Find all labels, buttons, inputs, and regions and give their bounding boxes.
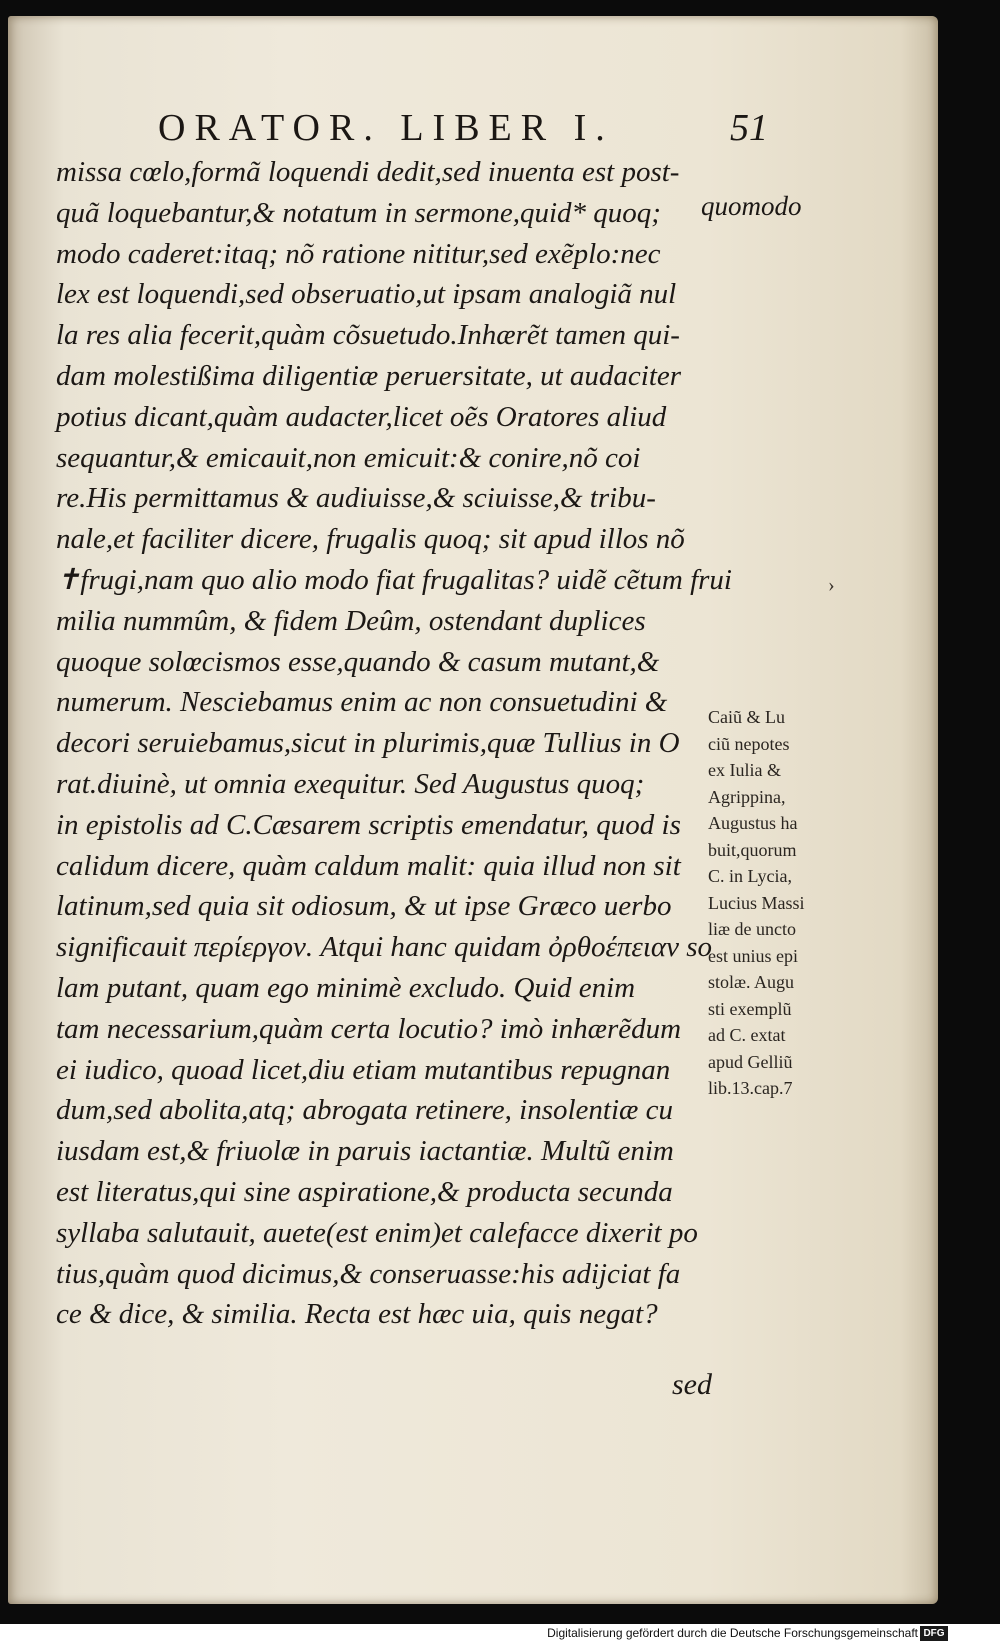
text-line: dam molestißima diligentiæ peruersitate, ut audaciter	[56, 359, 682, 392]
text-line: re.His permittamus & audiuisse,& sciuisse,& tribu-	[56, 482, 656, 515]
text-line: tam necessarium,quàm certa locutio? imò inhærẽdum	[56, 1012, 682, 1045]
main-text-block	[56, 152, 746, 1335]
margin-note-line: C. in Lycia,	[708, 866, 792, 886]
funding-credit: Digitalisierung gefördert durch die Deutsche Forschungsgemeinschaft	[547, 1626, 918, 1640]
text-line: in epistolis ad C.Cæsarem scriptis emendatur, quod is	[56, 808, 681, 841]
text-line: est literatus,qui sine aspiratione,& producta secunda	[56, 1175, 673, 1208]
text-line: ei iudico, quoad licet,diu etiam mutantibus repugnan	[56, 1053, 671, 1086]
margin-note-line: Caiũ & Lu	[708, 707, 785, 727]
text-line: modo caderet:itaq; nõ ratione nititur,sed exẽplo:nec	[56, 237, 661, 270]
text-line: potius dicant,quàm audacter,licet oẽs Oratores aliud	[56, 400, 667, 433]
dfg-logo-icon: DFG	[920, 1626, 948, 1641]
text-line: calidum dicere, quàm caldum malit: quia illud non sit	[56, 849, 681, 882]
margin-note-line: Lucius Massi	[708, 892, 805, 913]
text-line: latinum,sed quia sit odiosum, & ut ipse Græco uerbo	[56, 890, 672, 923]
page-number: 51	[730, 107, 768, 149]
margin-note-line: stolæ. Augu	[708, 972, 795, 992]
text-line: milia nummûm, & fidem Deûm, ostendant duplices	[56, 604, 646, 637]
text-line: iusdam est,& friuolæ in paruis iactantiæ. Multũ enim	[56, 1135, 674, 1168]
text-line: decori seruiebamus,sicut in plurimis,quæ Tullius in O	[56, 727, 680, 760]
catchword: sed	[672, 1368, 712, 1401]
running-title: ORATOR. LIBER I.	[158, 107, 614, 149]
text-line: lam putant, quam ego minimè excludo. Quid enim	[56, 971, 636, 1004]
text-line: rat.diuinè, ut omnia exequitur. Sed Augustus quoq;	[56, 767, 645, 800]
margin-note-line: liæ de uncto	[708, 919, 796, 939]
text-line: la res alia fecerit,quàm cõsuetudo.Inhærẽt tamen qui-	[56, 319, 680, 352]
text-line: ce & dice, & similia. Recta est hæc uia, quis negat?	[56, 1298, 658, 1331]
marginal-variant-reading: quomodo	[701, 191, 802, 221]
text-line: nale,et faciliter dicere, frugalis quoq; sit apud illos nõ	[56, 523, 685, 556]
text-line: quã loquebantur,& notatum in sermone,quid* quoq;	[56, 196, 661, 229]
text-line: dum,sed abolita,atq; abrogata retinere, insolentiæ cu	[56, 1094, 674, 1127]
text-line: numerum. Nesciebamus enim ac non consuetudini &	[56, 686, 668, 719]
margin-note-line: Agrippina,	[708, 786, 786, 807]
text-line: tius,quàm quod dicimus,& conseruasse:his adijciat fa	[56, 1257, 681, 1290]
margin-note-line: ex Iulia &	[708, 760, 781, 780]
margin-note-line: Augustus ha	[708, 813, 798, 833]
text-line: syllaba salutauit, auete(est enim)et calefacce dixerit po	[56, 1216, 698, 1249]
margin-note-line: ad C. extat	[708, 1025, 786, 1045]
text-line: sequantur,& emicauit,non emicuit:& conire,nõ coi	[56, 441, 641, 474]
text-line: ✝frugi,nam quo alio modo fiat frugalitas? uidẽ cẽtum frui	[56, 563, 732, 596]
margin-note-line: est unius epi	[708, 945, 798, 966]
margin-note-line: ciũ nepotes	[708, 733, 790, 754]
running-head	[148, 106, 768, 156]
digitization-footer	[0, 1624, 1000, 1644]
text-line: significauit περίεργον. Atqui hanc quidam ὀρθοέπειαν so	[56, 931, 713, 964]
margin-mark: ›	[828, 574, 835, 596]
margin-note-line: buit,quorum	[708, 839, 797, 860]
marginal-note	[708, 704, 888, 1102]
margin-note-line: sti exemplũ	[708, 998, 792, 1019]
text-line: quoque solœcismos esse,quando & casum mutant,&	[56, 645, 660, 678]
book-page	[8, 16, 938, 1604]
margin-note-line: apud Gelliũ	[708, 1051, 793, 1072]
text-line: lex est loquendi,sed obseruatio,ut ipsam analogiã nul	[56, 278, 677, 311]
text-line: missa cœlo,formã loquendi dedit,sed inuenta est post-	[56, 156, 680, 188]
margin-note-line: lib.13.cap.7	[708, 1078, 793, 1098]
